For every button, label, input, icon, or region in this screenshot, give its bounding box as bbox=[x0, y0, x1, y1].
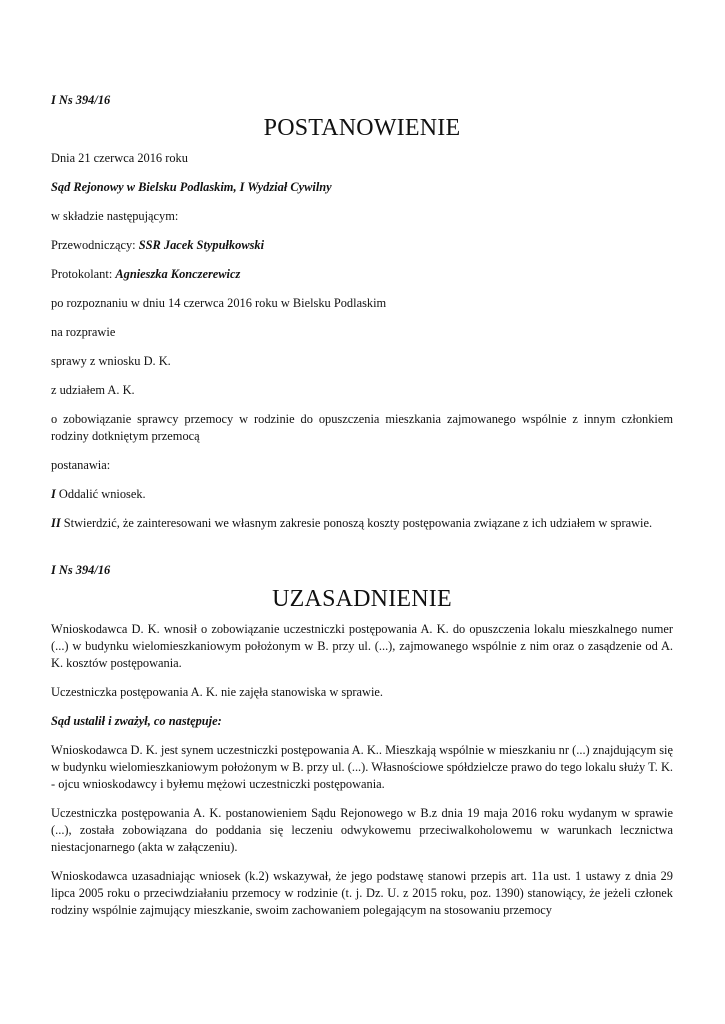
document-title: POSTANOWIENIE bbox=[263, 115, 461, 141]
applicant-line: sprawy z wniosku D. K. bbox=[51, 354, 171, 368]
subject-paragraph: o zobowiązanie sprawcy przemocy w rodzinie do opuszczenia mieszkania zajmowanego wspólnie z innym członkiem rodziny dotkniętym przemocą bbox=[51, 412, 673, 443]
chair-label: Przewodniczący: bbox=[51, 238, 139, 252]
decision-point-1 bbox=[51, 486, 146, 503]
justification-paragraph-5: Wnioskodawca uzasadniając wniosek (k.2) wskazywał, że jego podstawę stanowi przepis art. 11a ust. 1 ustawy z dnia 29 lipca 2005 roku o przeciwdziałaniu przemocy w rodzinie (t. j. Dz. U. z 2015 roku, poz. 1390) stanowiący, że jeżeli członek rodziny wspólnie zajmujący mieszkanie, swoim zachowaniem polegającym na stosowaniu przemocy bbox=[51, 869, 673, 917]
case-number-top: I Ns 394/16 bbox=[51, 93, 111, 107]
justification-paragraph-2: Uczestniczka postępowania A. K. nie zajęła stanowiska w sprawie. bbox=[51, 685, 384, 699]
participant-line: z udziałem A. K. bbox=[51, 383, 135, 397]
chair-line bbox=[51, 237, 264, 254]
clerk-name: Agnieszka Konczerewicz bbox=[115, 267, 241, 281]
justification-paragraph-3: Wnioskodawca D. K. jest synem uczestniczki postępowania A. K.. Mieszkają wspólnie w mieszkaniu nr (...) znajdującym się w budynku wielomieszkaniowym położonym w B. przy ul. (...). Własnościowe spółdzielcze prawo do tego lokalu służy T. K. - ojcu wnioskodawcy i byłemu mężowi uczestniczki postępowania. bbox=[51, 743, 673, 791]
point-2-number: II bbox=[51, 516, 61, 530]
point-1-text: Oddalić wniosek. bbox=[55, 487, 146, 501]
session-line: na rozprawie bbox=[51, 325, 116, 339]
chair-name: SSR Jacek Stypułkowski bbox=[138, 238, 265, 252]
justification-title: UZASADNIENIE bbox=[272, 586, 452, 612]
findings-heading: Sąd ustalił i zważył, co następuje: bbox=[51, 714, 222, 728]
point-1-number: I bbox=[51, 487, 56, 501]
justification-paragraph-4: Uczestniczka postępowania A. K. postanowieniem Sądu Rejonowego w B.z dnia 19 maja 2016 roku wydanym w sprawie (...), została zobowiązana do poddania się leczeniu odwykowemu przeciwalkoholowemu w warunkach lecznictwa niestacjonarnego (akta w załączeniu). bbox=[51, 806, 673, 854]
point-2-text: Stwierdzić, że zainteresowani we własnym zakresie ponoszą koszty postępowania związane z ich udziałem w sprawie. bbox=[60, 516, 653, 530]
hearing-line: po rozpoznaniu w dniu 14 czerwca 2016 roku w Bielsku Podlaskim bbox=[51, 296, 387, 310]
composition-line: w składzie następującym: bbox=[51, 209, 179, 223]
justification-paragraph-1: Wnioskodawca D. K. wnosił o zobowiązanie uczestniczki postępowania A. K. do opuszczenia lokalu mieszkalnego numer (...) w budynku wielomieszkaniowym położonym w B. przy ul. (...), zajmowanego wspólnie z nim oraz o zasądzenie od A. K. kosztów postępowania. bbox=[51, 622, 673, 670]
clerk-label: Protokolant: bbox=[51, 267, 116, 281]
case-number-bottom: I Ns 394/16 bbox=[51, 563, 111, 577]
clerk-line bbox=[51, 266, 240, 283]
decision-point-2 bbox=[51, 515, 673, 532]
court-name: Sąd Rejonowy w Bielsku Podlaskim, I Wydział Cywilny bbox=[51, 180, 332, 194]
date-line: Dnia 21 czerwca 2016 roku bbox=[51, 151, 188, 165]
decides-line: postanawia: bbox=[51, 458, 111, 472]
